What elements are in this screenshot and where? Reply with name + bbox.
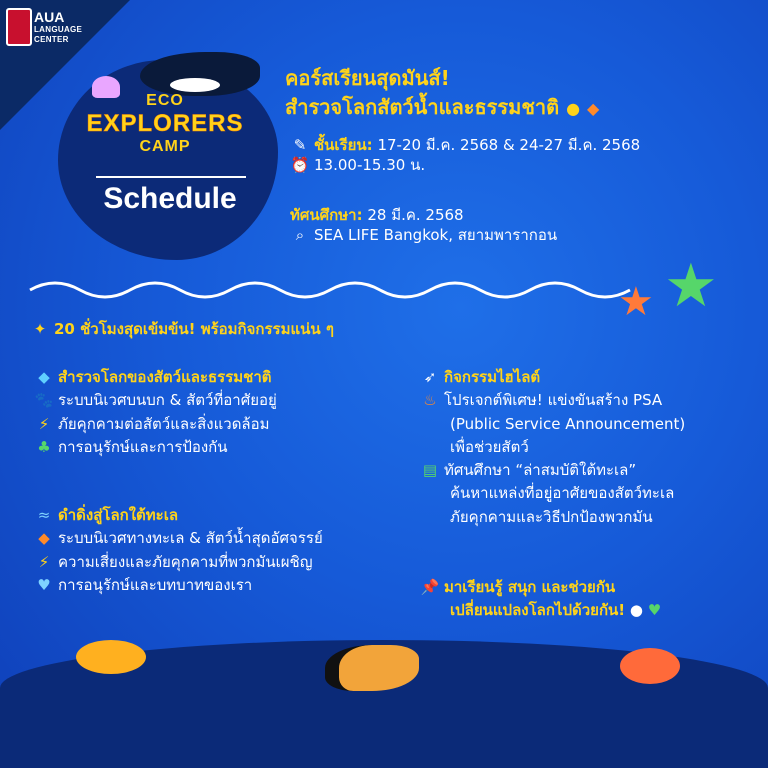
magnifier-icon: ⌕ <box>295 225 305 244</box>
trip-date: 28 มี.ค. 2568 <box>362 206 464 224</box>
camp-logo <box>70 92 260 156</box>
section-land <box>34 366 277 459</box>
section-sea-item-3: การอนุรักษ์และบทบาทของเรา <box>58 575 253 594</box>
headline <box>285 64 599 122</box>
section-sea-title: ดำดิ่งสู่โลกใต้ทะเล <box>58 506 179 524</box>
section-land-item-1: ระบบนิเวศบนบก & สัตว์ที่อาศัยอยู่ <box>58 391 277 410</box>
blue-heart-icon: ♥ <box>37 575 51 594</box>
globe-icon: ● <box>566 99 581 118</box>
class-time: 13.00-15.30 น. <box>314 155 426 174</box>
closing-line1: มาเรียนรู้ สนุก และช่วยกัน <box>444 578 616 596</box>
wave-divider <box>0 262 700 302</box>
pin-icon: 📌 <box>420 578 440 596</box>
lightning-icon: ⚡ <box>38 552 50 571</box>
headline-line2 <box>285 93 599 122</box>
crab-icon <box>620 648 680 684</box>
globe-icon: ● <box>629 601 643 620</box>
intro-text: 20 ชั่วโมงสุดเข้มข้น! พร้อมกิจกรรมแน่น ๆ <box>54 320 334 338</box>
section-sea-item-1: ระบบนิเวศทางทะเล & สัตว์น้ำสุดอัศจรรย์ <box>58 529 323 548</box>
orca-icon <box>140 52 260 96</box>
paw-icon: 🐾 <box>34 391 54 410</box>
schedule-title: Schedule <box>103 182 237 215</box>
diamond-icon: ◆ <box>38 368 50 386</box>
logo-line1: AUA <box>34 9 65 25</box>
class-label: ชั้นเรียน: <box>314 136 373 154</box>
clownfish-icon: ◆ <box>38 529 50 548</box>
trip-label: ทัศนศึกษา: <box>290 206 363 224</box>
section-highlight-title: กิจกรรมไฮไลต์ <box>444 368 541 386</box>
class-info <box>290 136 640 175</box>
highlight-item1-line3: เพื่อช่วยสัตว์ <box>450 437 529 456</box>
section-land-item-3: การอนุรักษ์และการป้องกัน <box>58 437 228 456</box>
rocket-icon: ➶ <box>423 368 437 386</box>
sparkles-icon: ✦ <box>33 320 47 338</box>
headline-line2-text: สำรวจโลกสัตว์น้ำและธรรมชาติ <box>285 95 560 119</box>
section-highlight <box>420 366 685 529</box>
section-sea-item-2: ความเสี่ยงและภัยคุกคามที่พวกมันเผชิญ <box>58 552 313 571</box>
camp-logo-camp: CAMP <box>139 138 191 155</box>
notepad-icon: ✎ <box>293 136 307 154</box>
highlight-item1-line1: โปรเจกต์พิเศษ! แข่งขันสร้าง PSA <box>444 391 663 410</box>
wave-icon: ≈ <box>37 506 51 524</box>
alarm-clock-icon: ⏰ <box>290 155 310 174</box>
section-land-item-2: ภัยคุกคามต่อสัตว์และสิ่งแวดล้อม <box>58 414 270 433</box>
camp-logo-explorers: EXPLORERS <box>86 110 244 137</box>
headline-line1: คอร์สเรียนสุดมันส์! <box>285 66 450 90</box>
green-starfish-icon: ★ <box>664 251 718 321</box>
lightning-icon: ⚡ <box>38 414 50 433</box>
aua-logo-text <box>34 10 82 44</box>
striped-fish-icon <box>325 645 419 691</box>
seedling-icon: ♣ <box>37 437 51 456</box>
green-heart-icon: ♥ <box>647 601 662 620</box>
closing <box>420 576 661 623</box>
badge-divider <box>96 176 246 178</box>
trip-info <box>290 206 557 245</box>
orange-starfish-icon: ★ <box>618 279 654 325</box>
class-dates: 17-20 มี.ค. 2568 & 24-27 มี.ค. 2568 <box>372 136 641 154</box>
logo-line3: CENTER <box>34 35 69 44</box>
highlight-item2-line3: ภัยคุกคามและวิธีปกป้องพวกมัน <box>450 507 653 526</box>
closing-line2: เปลี่ยนแปลงโลกไปด้วยกัน! <box>450 601 626 620</box>
camp-logo-eco: ECO <box>146 92 184 109</box>
map-icon: ▤ <box>422 461 438 479</box>
highlight-item2-line2: ค้นหาแหล่งที่อยู่อาศัยของสัตว์ทะเล <box>450 484 675 503</box>
intro-line <box>30 318 334 341</box>
section-land-title: สำรวจโลกของสัตว์และธรรมชาติ <box>58 368 272 386</box>
aua-logo-icon <box>6 8 32 46</box>
fire-icon: ♨ <box>423 391 437 410</box>
trip-place: SEA LIFE Bangkok, สยามพารากอน <box>314 225 558 244</box>
clownfish-icon: ◆ <box>587 99 600 118</box>
section-sea <box>34 504 323 597</box>
highlight-item1-line2: (Public Service Announcement) <box>450 414 686 433</box>
yellow-fish-icon <box>76 640 146 674</box>
highlight-item2-line1: ทัศนศึกษา “ล่าสมบัติใต้ทะเล” <box>444 461 637 479</box>
logo-line2: LANGUAGE <box>34 25 83 34</box>
